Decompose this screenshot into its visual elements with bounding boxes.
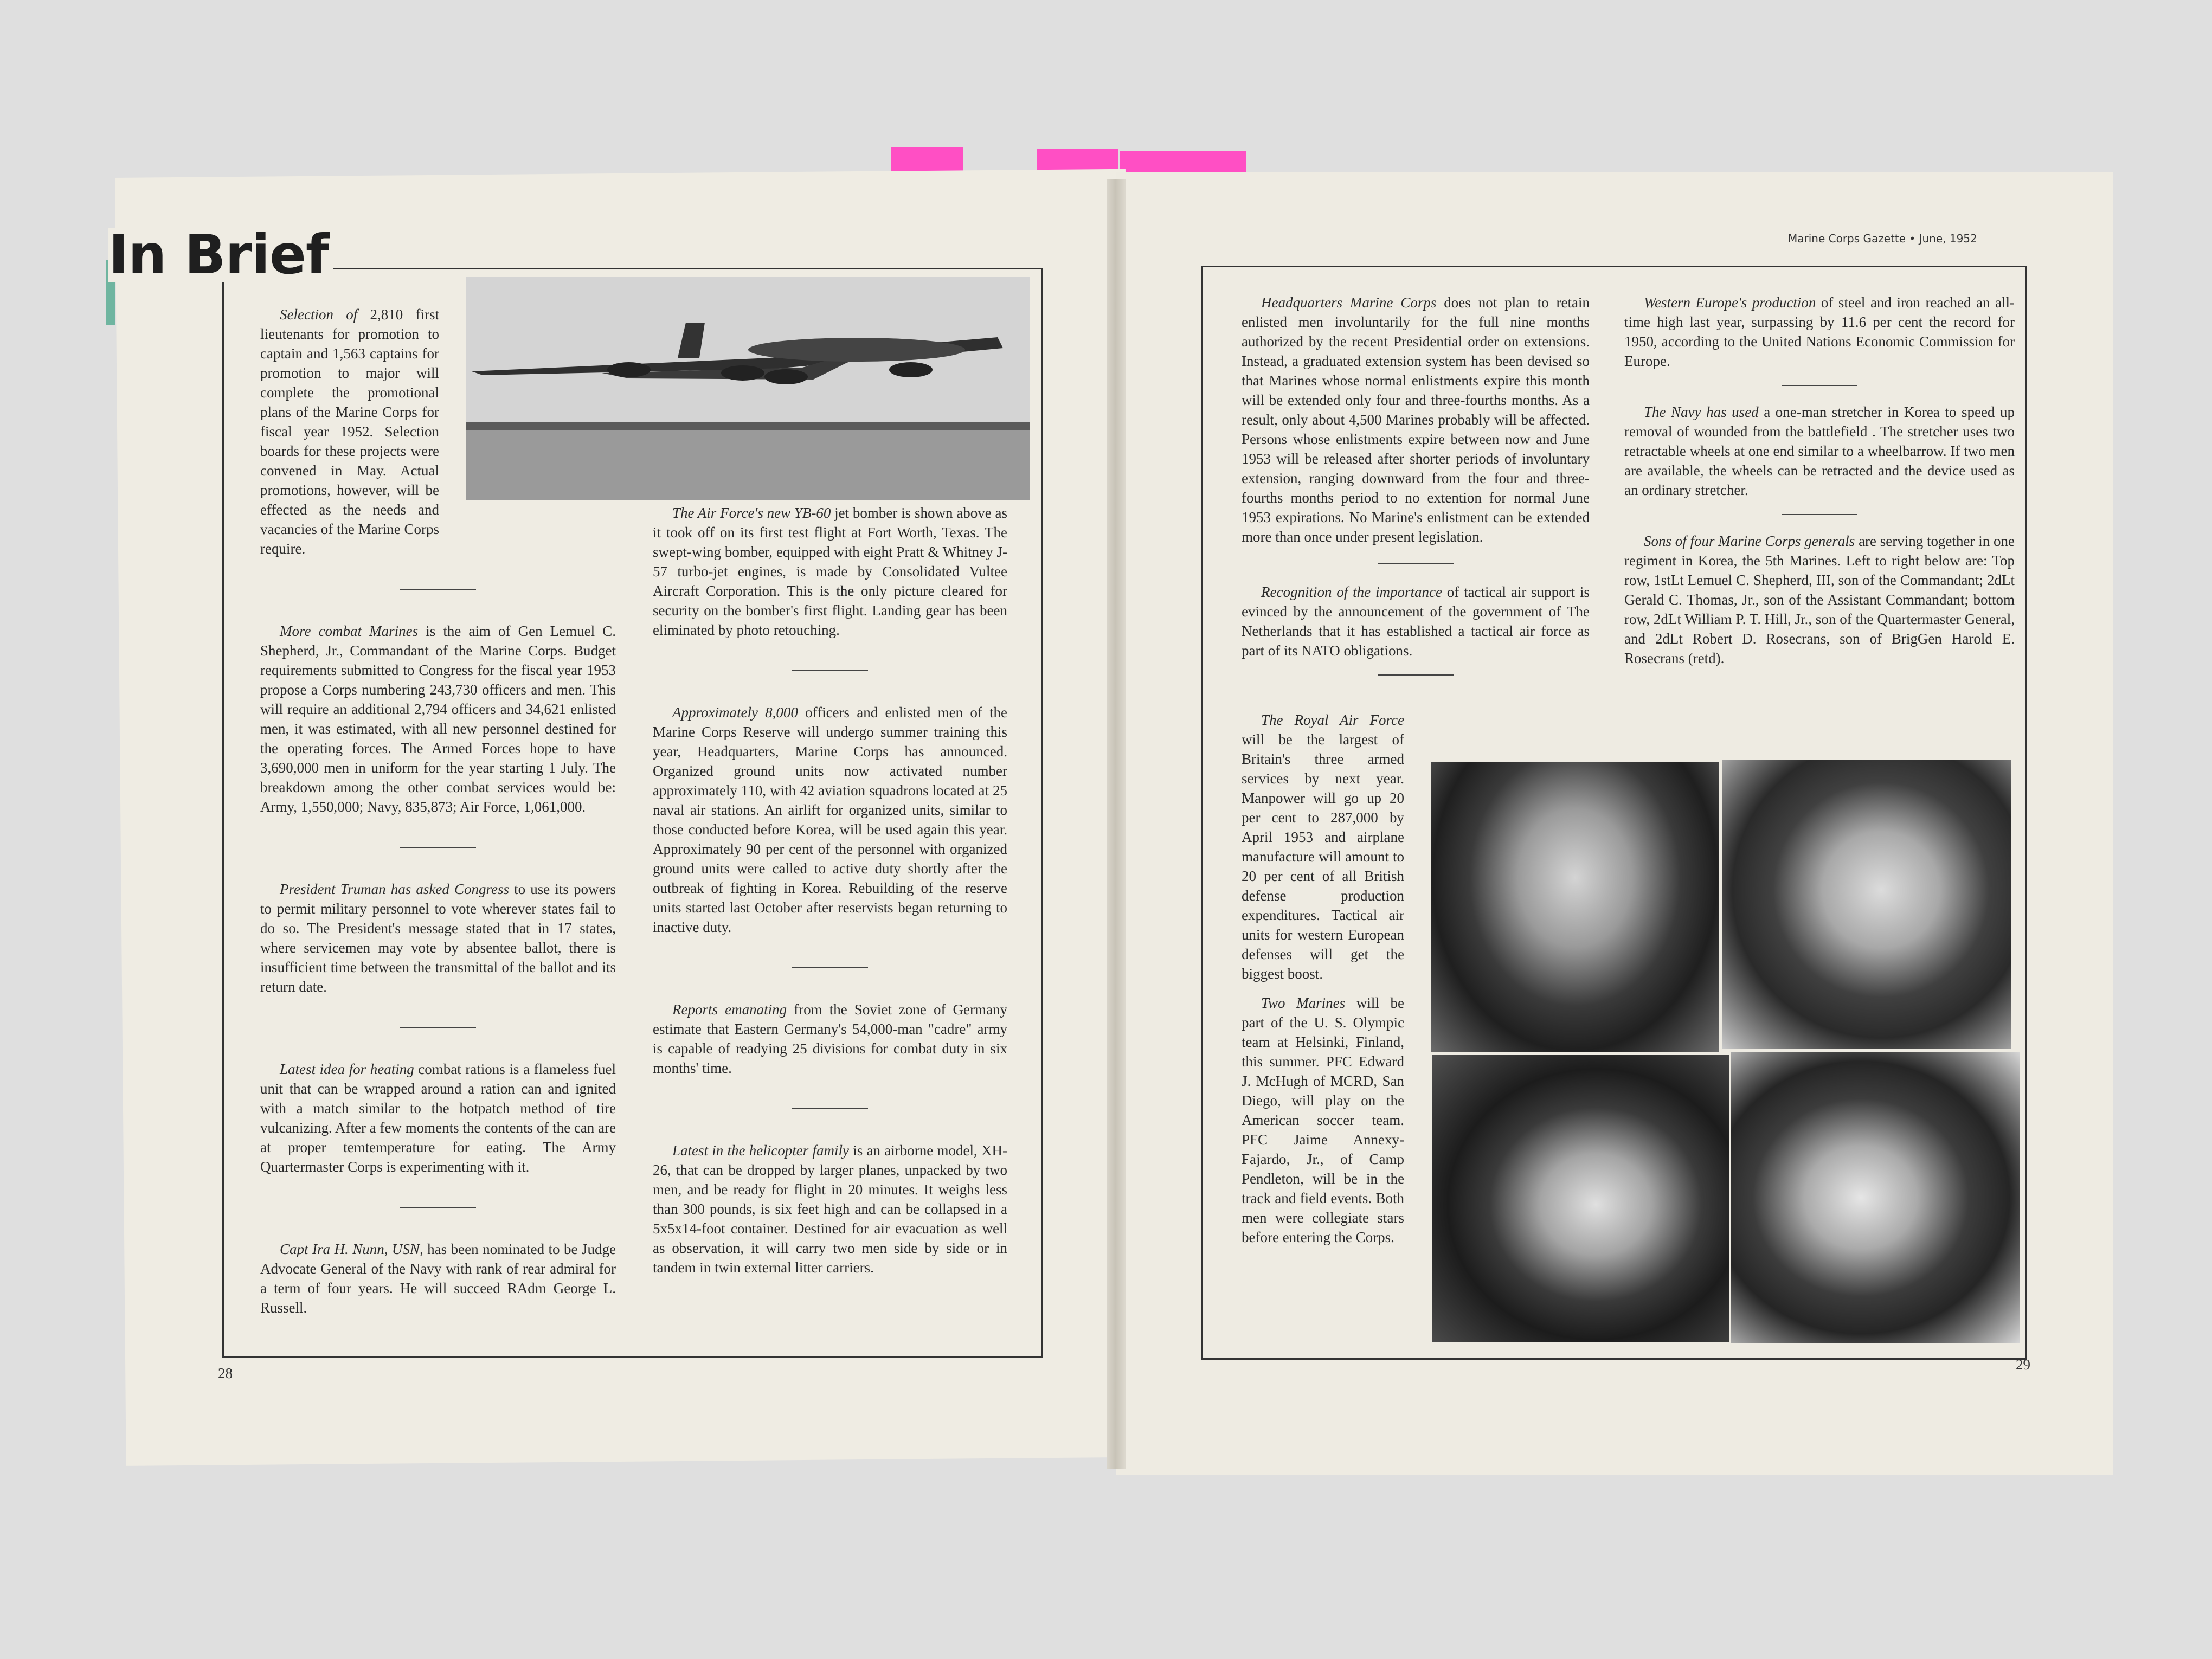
portrait-bottom-right	[1731, 1052, 2020, 1343]
divider	[400, 847, 476, 848]
page-number-right: 29	[2016, 1356, 2030, 1373]
divider	[400, 1207, 476, 1208]
article-reserve-training: Approximately 8,000 officers and enlisted men of the Marine Corps Reserve will undergo summer training this year, Headquarters, Marine Corps has announced. Organized ground units now activated number approximately 110, with 42 aviation squadrons located at 25 naval air stations. An airlift for organized units, similar to those conducted before Korea, will be used again this year. Approximately 90 per cent of the personnel with organized ground units were called to active duty shortly after the outbreak of fighting in Korea. Rebuilding of the reserve units started last October after reservists began returning to inactive duty.	[653, 704, 1007, 935]
portrait-top-left	[1431, 762, 1719, 1052]
article-truman-voting: President Truman has asked Congress to use its powers to permit military personnel to vote wherever states fail to do so. The President's message stated that in 17 states, where servicemen may vote by absentee ballot, there is insufficient time between the transmittal of the ballot and its return date.	[260, 881, 616, 995]
right-column-1	[1242, 293, 1590, 687]
article-helicopter: Latest in the helicopter family is an airborne model, XH-26, that can be dropped by larger planes, unpacked by two men, and be ready for flight in 20 minutes. It weighs less than 300 pounds, is six feet high and can be collapsed in a 5x5x14-foot container. Destined for air evacuation as well as observation, it will carry two men side by side or in tandem in twin external litter carriers.	[653, 1142, 1008, 1276]
article-combat-marines: More combat Marines is the aim of Gen Lemuel C. Shepherd, Jr., Commandant of the Marine Corps. Budget requirements submitted to Congress for the fiscal year 1953 propose a Corps numbering 243,730 officers and men. This will require an additional 2,794 officers and 34,621 enlisted men, it was estimated, with all new personnel destined for the operating forces. The Armed Forces hope to have 3,690,000 men in uniform for the year starting 1 July. The breakdown among the other combat services would be: Army, 1,550,000; Navy, 835,873; Air Force, 1,061,000.	[260, 623, 616, 815]
portrait-top-right	[1722, 760, 2011, 1049]
divider	[400, 1027, 476, 1028]
article-navy-stretcher: The Navy has used a one-man stretcher in Korea to speed up removal of wounded from the battlefield . The stretcher uses two retractable wheels at one end similar to a wheelbarrow. If two men are available, the wheels can be retracted and the device used as an ordinary stretcher.	[1624, 404, 2015, 498]
right-column-1-narrow	[1242, 710, 1404, 1247]
article-yb60: The Air Force's new YB-60 jet bomber is shown above as it took off on its first test flight at Fort Worth, Texas. The swept-wing bomber, equipped with eight Pratt & Whitney J-57 turbo-jet engines, is made by Consolidated Vultee Aircraft Corporation. This is the only picture cleared for security on the bomber's first flight. Landing gear has been eliminated by photo retouching.	[653, 505, 1007, 638]
article-heating-rations: Latest idea for heating combat rations is a flameless fuel unit that can be wrapped around a ration can and ignited with a match similar to the hotpatch method of tire vulcanizing. After a few moments the contents of the can are at proper temtemperature for eating. The Army Quartermaster Corps is experimenting with it.	[260, 1061, 616, 1175]
right-column-2	[1624, 293, 2015, 668]
divider	[400, 589, 476, 590]
divider	[792, 670, 868, 671]
article-nunn-nomination: Capt Ira H. Nunn, USN, has been nominated to be Judge Advocate General of the Navy with rank of rear admiral for a term of four years. He will succeed RAdm George L. Russell.	[260, 1241, 616, 1316]
divider	[1378, 563, 1454, 564]
article-netherlands-air: Recognition of the importance of tactical air support is evinced by the announcement of the government of The Netherlands that it has established a tactical air force as part of its NATO obligations.	[1242, 584, 1590, 659]
page-number-left: 28	[218, 1365, 233, 1381]
portrait-bottom-left	[1432, 1055, 1729, 1342]
article-soviet-zone: Reports emanating from the Soviet zone of Germany estimate that Eastern Germany's 54,000-man "cadre" army is capable of readying 25 divisions for combat duty in six months' time.	[653, 1001, 1008, 1076]
left-column-2	[653, 503, 1007, 1277]
article-promotions: Selection of 2,810 first lieutenants for promotion to captain and 1,563 captains for promotion to major will complete the promotional plans of the Marine Corps for fiscal year 1952. Selection boards for these projects were convened in May. Actual promotions, however, will be effected as the needs and vacancies of the Marine Corps require.	[260, 306, 439, 557]
article-olympic-marines: Two Marines will be part of the U. S. Olympic team at Helsinki, Finland, this summer. PFC Edward J. McHugh of MCRD, San Diego, will play on the American soccer team. PFC Jaime Annexy-Fajardo, Jr., of Camp Pendleton, will be in the track and field events. Both men were collegiate stars before entering the Corps.	[1242, 995, 1404, 1245]
article-hq-extensions: Headquarters Marine Corps does not plan to retain enlisted men involuntarily for the full nine months authorized by the recent Presidential order on extensions. Instead, a graduated extension system has been devised so that Marines whose normal enlistments expire this month will be extended only four and three-fourths months. As a result, only about 4,500 Marines probably will be affected. Persons whose enlistments expire between now and June 1953 will be released after shorter periods of involuntary extension, ranging downward from the four and three-fourths months period to no extention for normal June 1953 expirations. No Marine's enlistment can be extended more than once under present legislation.	[1242, 294, 1590, 545]
divider	[1782, 385, 1857, 386]
page-title: In Brief	[108, 228, 333, 282]
divider	[792, 1108, 868, 1109]
left-column-1	[260, 305, 616, 1317]
divider	[792, 967, 868, 968]
article-generals-sons: Sons of four Marine Corps generals are serving together in one regiment in Korea, the 5th Marines. Left to right below are: Top row, 1stLt Lemuel C. Shepherd, III, son of the Commandant; 2dLt Gerald C. Thomas, Jr., son of the Assistant Commandant; bottom row, 2dLt William P. T. Hill, Jr., son of the Quartermaster General, and 2dLt Robert D. Rosecrans, son of BrigGen Harold E. Rosecrans (retd).	[1624, 533, 2015, 666]
running-head: Marine Corps Gazette • June, 1952	[1788, 232, 1977, 245]
spine	[1107, 179, 1126, 1469]
article-raf: The Royal Air Force will be the largest of Britain's three armed services by next year. Manpower will go up 20 per cent to 287,000 by April 1953 and airplane manufacture will amount to 20 per cent of all British defense production expenditures. Tactical air units for western European defenses will get the biggest boost.	[1242, 712, 1404, 982]
divider	[1782, 514, 1857, 515]
article-steel-production: Western Europe's production of steel and iron reached an all-time high last year, surpassing by 11.6 per cent the record for 1950, according to the United Nations Economic Commission for Europe.	[1624, 294, 2015, 369]
divider	[1378, 674, 1454, 676]
